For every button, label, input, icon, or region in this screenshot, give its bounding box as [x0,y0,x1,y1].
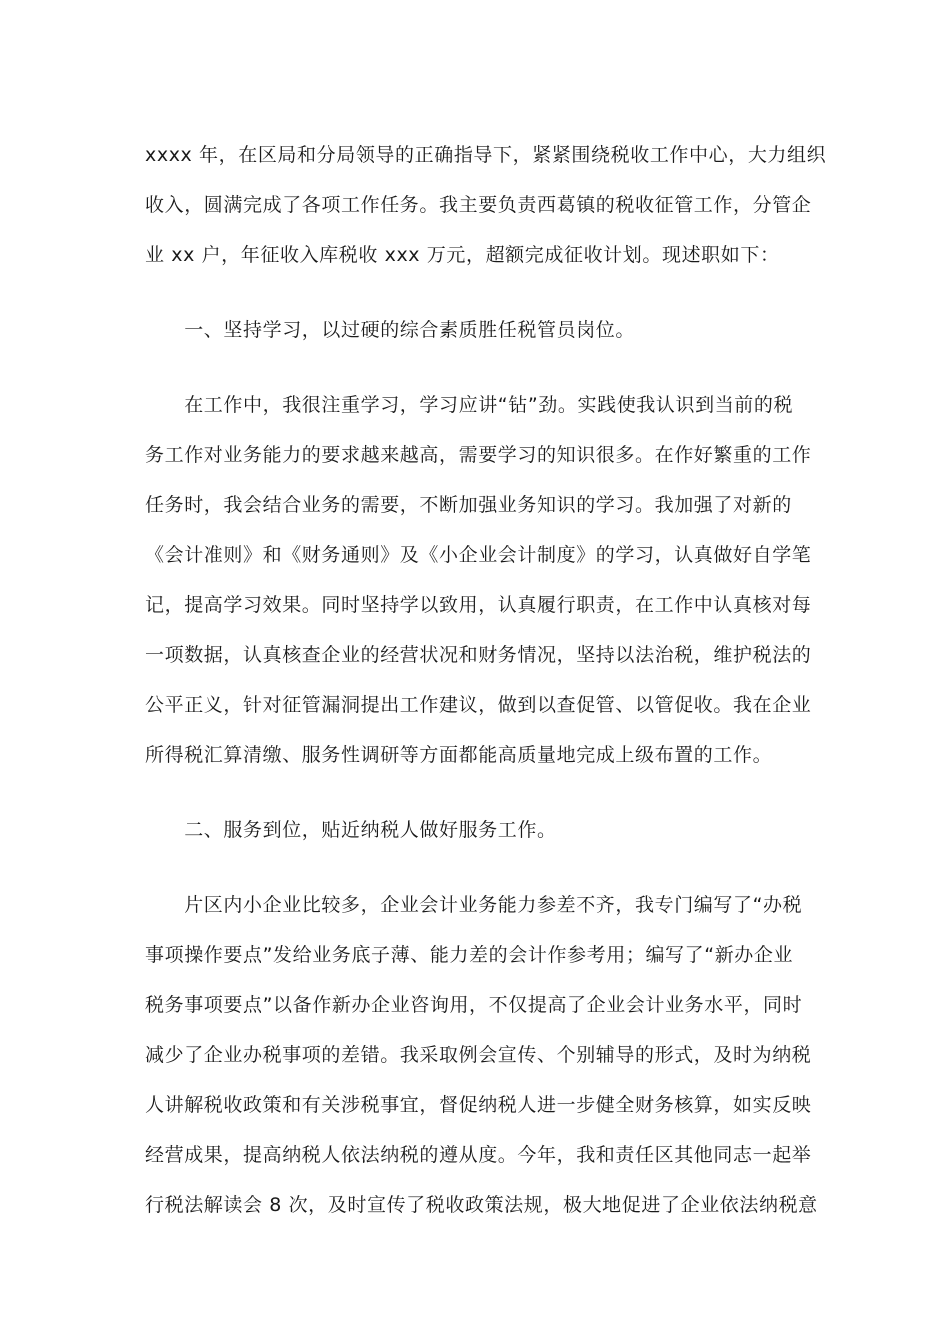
text-line: 在工作中，我很注重学习，学习应讲“钻”劲。实践使我认识到当前的税 [145,394,794,416]
text-line: 片区内小企业比较多，企业会计业务能力参差不齐，我专门编写了“办税 [145,894,803,916]
text-line: 一项数据，认真核查企业的经营状况和财务情况，坚持以法治税，维护税法的 [145,644,812,666]
paragraph-intro [145,130,827,280]
text-line: 公平正义，针对征管漏洞提出工作建议，做到以查促管、以管促收。我在企业 [145,694,812,716]
text-line: 《会计准则》和《财务通则》及《小企业会计制度》的学习，认真做好自学笔 [145,544,812,566]
text-line: 事项操作要点”发给业务底子薄、能力差的会计作参考用；编写了“新办企业 [145,944,794,966]
heading-line: 一、坚持学习，以过硬的综合素质胜任税管员岗位。 [145,319,636,341]
text-line: 减少了企业办税事项的差错。我采取例会宣传、个别辅导的形式，及时为纳税 [145,1044,812,1066]
text-line: 人讲解税收政策和有关涉税事宜，督促纳税人进一步健全财务核算，如实反映 [145,1094,812,1116]
text-line: 行税法解读会 8 次，及时宣传了税收政策法规，极大地促进了企业依法纳税意 [145,1194,818,1216]
text-line: 务工作对业务能力的要求越来越高，需要学习的知识很多。在作好繁重的工作 [145,444,812,466]
section-heading-2 [145,805,801,855]
heading-line: 二、服务到位，贴近纳税人做好服务工作。 [145,819,557,841]
text-line: 收入，圆满完成了各项工作任务。我主要负责西葛镇的税收征管工作，分管企 [145,194,812,216]
document-body [145,130,827,1230]
text-line: 业 xx 户，年征收入库税收 xxx 万元，超额完成征收计划。现述职如下： [145,244,780,266]
text-line: xxxx 年，在区局和分局领导的正确指导下，紧紧围绕税收工作中心，大力组织 [145,144,827,166]
text-line: 所得税汇算清缴、服务性调研等方面都能高质量地完成上级布置的工作。 [145,744,773,766]
text-line: 税务事项要点”以备作新办企业咨询用，不仅提高了企业会计业务水平，同时 [145,994,803,1016]
paragraph-section-1 [145,380,812,780]
text-line: 任务时，我会结合业务的需要，不断加强业务知识的学习。我加强了对新的 [145,494,792,516]
section-heading-1 [145,305,801,355]
text-line: 记，提高学习效果。同时坚持学以致用，认真履行职责，在工作中认真核对每 [145,594,812,616]
paragraph-section-2 [145,880,818,1230]
text-line: 经营成果，提高纳税人依法纳税的遵从度。今年，我和责任区其他同志一起举 [145,1144,812,1166]
